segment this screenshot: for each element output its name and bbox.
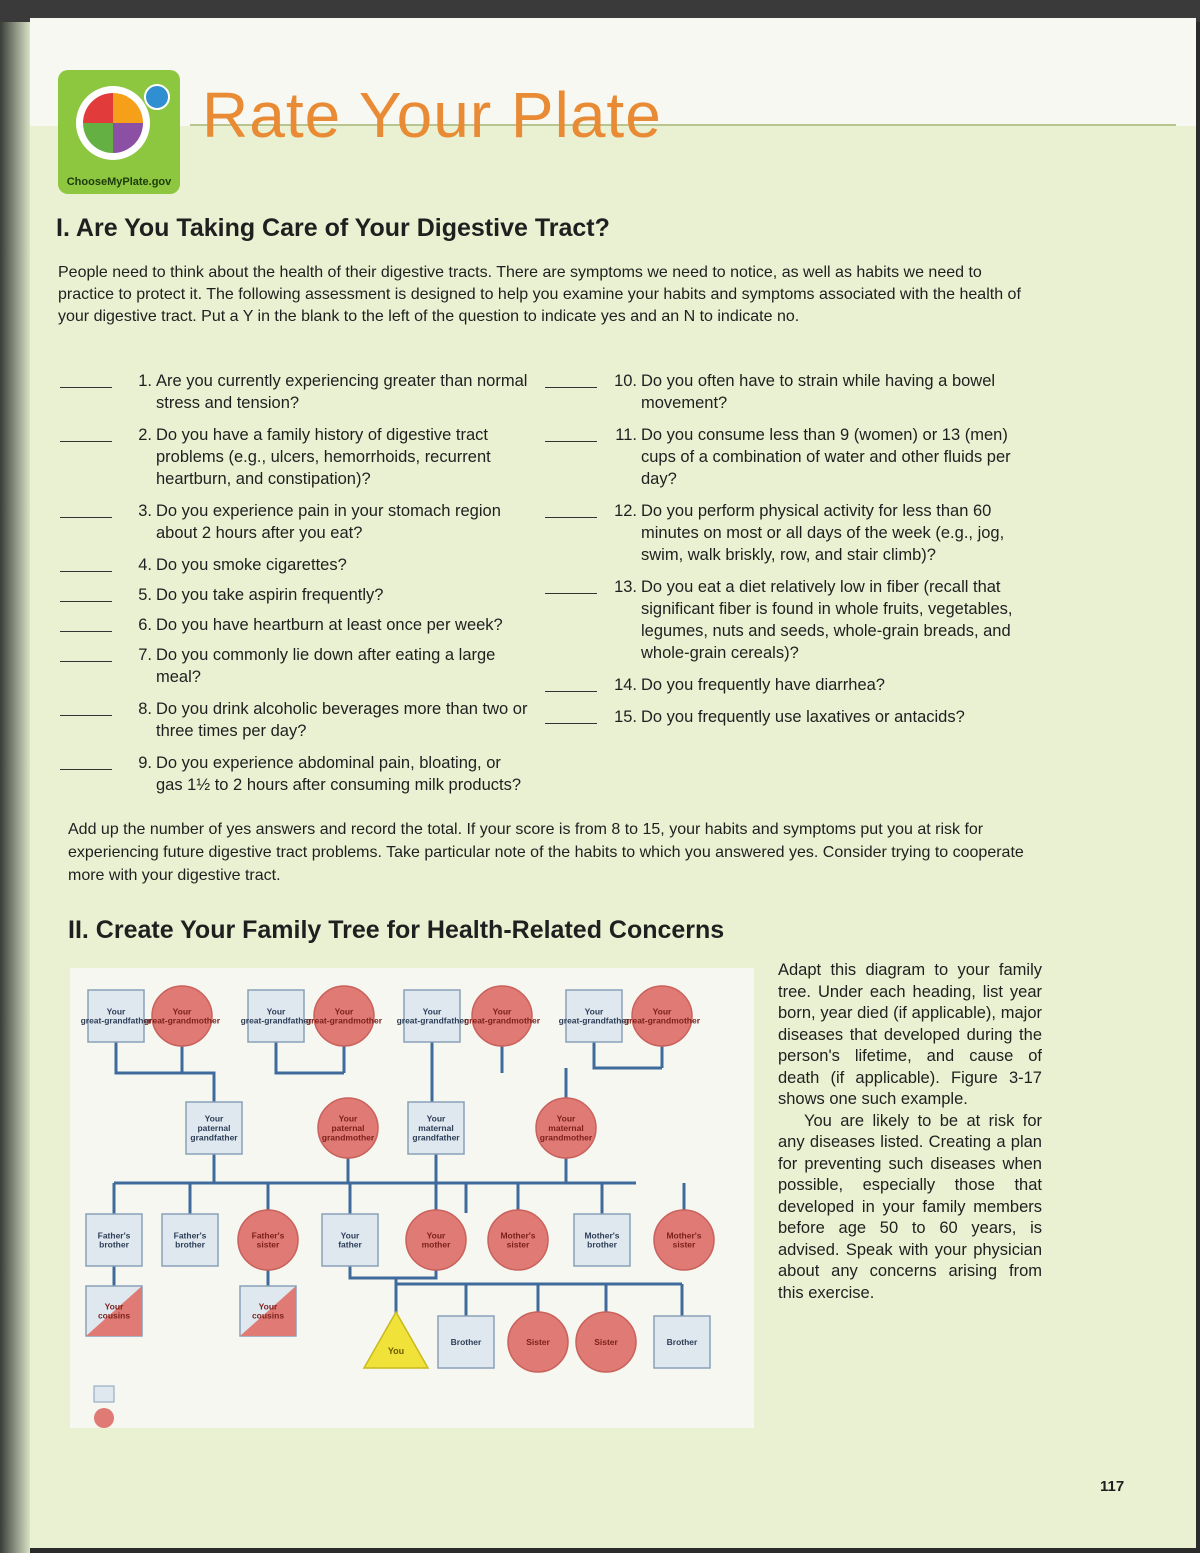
key-male-swatch [94, 1386, 114, 1402]
question-number: 9. [138, 754, 152, 772]
logo-text: ChooseMyPlate.gov [66, 176, 172, 188]
question-text: Do you have a family history of digestive tract problems (e.g., ulcers, hemorrhoids, recurrent heartburn, and constipation)? [156, 426, 491, 488]
question-number: 3. [138, 502, 152, 520]
vegetables-quadrant [83, 123, 113, 153]
answer-blank[interactable] [60, 441, 112, 442]
question-number: 8. [138, 700, 152, 718]
node-label: Your great-grandfather [558, 1006, 630, 1026]
node-label: Father's brother [173, 1230, 207, 1250]
question-item [60, 614, 530, 636]
question-text: Do you eat a diet relatively low in fiber (recall that significant fiber is found in whole fruits, vegetables, legumes, nuts and seeds, whole-grain breads, and whole-grain cereals)? [641, 578, 1013, 662]
node-label: Mother's brother [584, 1230, 620, 1250]
question-number: 14. [614, 676, 637, 694]
node-label: Your great-grandfather [240, 1006, 312, 1026]
node-label: Your maternal grandfather [412, 1113, 460, 1143]
node-label: Your paternal grandmother [321, 1113, 375, 1143]
node-label: Sister [594, 1337, 618, 1347]
page-number: 117 [1100, 1478, 1125, 1495]
question-text: Do you frequently have diarrhea? [641, 676, 885, 694]
node-label: Your great-grandmother [305, 1006, 383, 1026]
answer-blank[interactable] [545, 517, 597, 518]
question-text: Do you experience pain in your stomach region about 2 hours after you eat? [156, 502, 501, 542]
question-number: 12. [614, 502, 637, 520]
question-item [60, 698, 530, 742]
question-number: 10. [614, 372, 637, 390]
answer-blank[interactable] [545, 593, 597, 594]
node-label: Mother's sister [500, 1230, 536, 1250]
question-item [60, 370, 530, 414]
node-label: Father's brother [97, 1230, 131, 1250]
myplate-logo [58, 70, 180, 194]
question-number: 1. [138, 372, 152, 390]
answer-blank[interactable] [545, 441, 597, 442]
section2-heading: II. Create Your Family Tree for Health-Related Concerns [68, 916, 725, 944]
node-label: Brother [450, 1337, 482, 1347]
question-item [60, 644, 530, 688]
instructions-paragraph-2: You are likely to be at risk for any diseases listed. Creating a plan for preventing such diseases when possible, especially those that developed in your family members before age 50 to 60 years, is advised. Speak with your physician about any concerns arising from this exercise. [778, 1111, 1042, 1302]
question-item [60, 500, 530, 544]
dairy-cup-icon [144, 84, 170, 110]
scoring-instructions: Add up the number of yes answers and record the total. If your score is from 8 to 15, your habits and symptoms put you at risk for experiencing future digestive tract problems. Take particular note of the habits to which you answered yes. Consider trying to cooperate more with your digestive tract. [68, 821, 1024, 884]
answer-blank[interactable] [60, 715, 112, 716]
node-label: Your cousins [97, 1301, 131, 1321]
answer-blank[interactable] [60, 769, 112, 770]
node-label: Your maternal grandmother [539, 1113, 593, 1143]
section1-intro: People need to think about the health of their digestive tracts. There are symptoms we need to notice, as well as habits we need to practice to protect it. The following assessment is designed to help you examine your habits and symptoms associated with the health of your digestive tract. Put a Y in the blank to the left of the question to indicate yes and an N to indicate no. [58, 264, 1021, 325]
question-item [60, 424, 530, 490]
question-text: Do you take aspirin frequently? [156, 586, 384, 604]
question-text: Do you drink alcoholic beverages more than two or three times per day? [156, 700, 528, 740]
question-item [60, 554, 530, 576]
protein-quadrant [113, 123, 143, 153]
node-label: Your father [338, 1230, 362, 1250]
question-item [545, 500, 1045, 566]
node-label: Sister [526, 1337, 550, 1347]
family-tree-instructions [778, 960, 1042, 1304]
question-text: Do you commonly lie down after eating a large meal? [156, 646, 496, 686]
question-item [60, 584, 530, 606]
family-tree-svg [70, 968, 754, 1428]
node-label: Your great-grandfather [80, 1006, 152, 1026]
node-label: Your great-grandmother [143, 1006, 221, 1026]
answer-blank[interactable] [545, 691, 597, 692]
question-item [545, 424, 1045, 490]
question-text: Do you have heartburn at least once per week? [156, 616, 503, 634]
question-text: Do you experience abdominal pain, bloating, or gas 1½ to 2 hours after consuming milk products? [156, 754, 522, 794]
question-item [545, 674, 1045, 696]
answer-blank[interactable] [60, 631, 112, 632]
question-text: Do you frequently use laxatives or antacids? [641, 708, 965, 726]
question-item [60, 752, 530, 796]
question-text: Are you currently experiencing greater than normal stress and tension? [156, 372, 528, 412]
section1-heading: I. Are You Taking Care of Your Digestive Tract? [56, 214, 610, 242]
question-number: 13. [614, 578, 637, 596]
node-label: Your cousins [251, 1301, 285, 1321]
question-item [545, 706, 1045, 728]
grains-quadrant [113, 93, 143, 123]
node-label: Mother's sister [666, 1230, 702, 1250]
answer-blank[interactable] [60, 571, 112, 572]
key-female-swatch [94, 1408, 114, 1428]
question-number: 4. [138, 556, 152, 574]
answer-blank[interactable] [60, 601, 112, 602]
question-item [545, 370, 1045, 414]
book-spine-shadow [0, 22, 30, 1553]
question-text: Do you smoke cigarettes? [156, 556, 347, 574]
node-label: Your paternal grandfather [190, 1113, 238, 1143]
plate-icon [76, 86, 150, 160]
question-number: 5. [138, 586, 152, 604]
answer-blank[interactable] [545, 723, 597, 724]
question-number: 2. [138, 426, 152, 444]
node-label: Your great-grandmother [463, 1006, 541, 1026]
instructions-paragraph-1: Adapt this diagram to your family tree. Under each heading, list year born, year died (if applicable), major diseases that developed during the person's lifetime, and cause of death (if applicable). Figure 3-17 shows one such example. [778, 961, 1042, 1108]
question-text: Do you often have to strain while having a bowel movement? [641, 372, 996, 412]
questions-left-column [60, 370, 530, 796]
page [30, 18, 1196, 1548]
question-text: Do you perform physical activity for less than 60 minutes on most or all days of the week (e.g., jog, swim, walk briskly, row, and stair climb)? [641, 502, 1005, 564]
node-label: You [387, 1346, 405, 1356]
question-text: Do you consume less than 9 (women) or 13 (men) cups of a combination of water and other fluids per day? [641, 426, 1011, 488]
connector-line [396, 1278, 682, 1284]
questions-right-column [545, 370, 1045, 728]
node-label: Brother [666, 1337, 698, 1347]
node-label: Your great-grandmother [623, 1006, 701, 1026]
question-number: 6. [138, 616, 152, 634]
node-label: Father's sister [251, 1230, 285, 1250]
question-number: 11. [615, 426, 637, 444]
answer-blank[interactable] [545, 387, 597, 388]
answer-blank[interactable] [60, 517, 112, 518]
answer-blank[interactable] [60, 661, 112, 662]
answer-blank[interactable] [60, 387, 112, 388]
question-item [545, 576, 1045, 664]
question-number: 7. [138, 646, 152, 664]
you-node [364, 1312, 428, 1368]
family-tree-diagram [70, 968, 754, 1428]
question-number: 15. [614, 708, 637, 726]
fruits-quadrant [83, 93, 113, 123]
node-label: Your mother [421, 1230, 451, 1250]
node-label: Your great-grandfather [396, 1006, 468, 1026]
page-title: Rate Your Plate [202, 79, 662, 151]
